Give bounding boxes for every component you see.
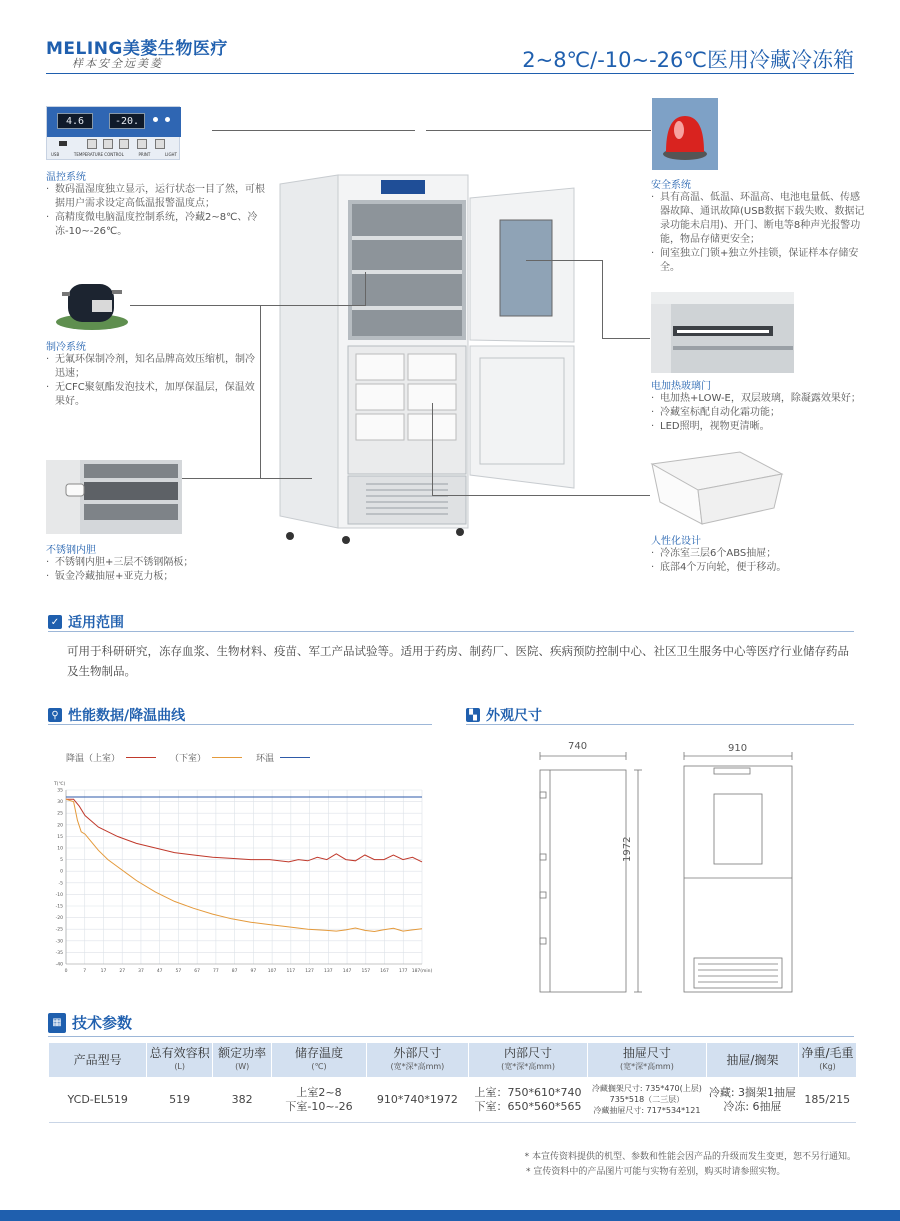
feature-glass-door	[651, 377, 867, 434]
feature-bullet: · 间室独立门锁+独立外挂锁，保证样本存储安全。	[651, 247, 867, 275]
perf-divider	[48, 724, 432, 725]
panel-label-temp: TEMPERATURE CONTROL	[73, 152, 124, 157]
panel-label-print: PRINT	[138, 152, 151, 157]
header-divider	[46, 73, 854, 74]
cell-model: YCD-EL519	[49, 1077, 147, 1123]
legend-label: 降温（上室）	[66, 754, 121, 764]
x-tick-label: 0	[64, 969, 68, 974]
x-tick-label: 187(min)	[411, 969, 433, 974]
y-tick-label: -5	[58, 881, 63, 887]
cell-volume: 519	[147, 1077, 213, 1123]
specs-divider	[48, 1036, 854, 1037]
connector-line	[526, 260, 602, 261]
error-indicator-icon	[153, 117, 158, 122]
dim-height-label: 1972	[622, 836, 633, 862]
x-tick-label: 57	[175, 969, 182, 974]
x-tick-label: 167	[380, 969, 389, 974]
feature-title: 不锈钢内胆	[46, 545, 96, 556]
footnote: * 宣传资料中的产品图片可能与实物有差别，购买时请参照实物。	[526, 1167, 786, 1177]
y-tick-label: 20	[57, 823, 63, 829]
feature-title: 人性化设计	[651, 536, 701, 547]
feature-title: 制冷系统	[46, 342, 86, 353]
y-tick-label: -30	[55, 939, 63, 945]
y-tick-label: -35	[55, 950, 63, 956]
x-tick-label: 177	[398, 969, 408, 974]
cell-shelves: 冷藏: 3搁架1抽屉 冷冻: 6抽屉	[706, 1077, 798, 1123]
dimension-drawing	[530, 752, 800, 1002]
feature-bullet: · 不锈钢内胆+三层不锈钢隔板；	[46, 556, 256, 570]
col-header: 外部尺寸 (宽*深*高mm)	[366, 1043, 468, 1077]
series-line	[66, 799, 422, 931]
cell-ext-size: 910*740*1972	[366, 1077, 468, 1123]
x-tick-label: 37	[138, 969, 144, 974]
cell-int-size: 上室：750*610*740 下室：650*560*565	[469, 1077, 588, 1123]
y-tick-label: 30	[57, 800, 63, 806]
x-tick-label: 147	[342, 969, 352, 974]
connector-line	[602, 338, 650, 339]
x-tick-label: 17	[100, 969, 107, 974]
connector-line	[432, 403, 433, 495]
check-button-icon	[87, 139, 97, 149]
chart-legend	[66, 751, 310, 764]
feature-bullet: · 电加热+LOW-E，双层玻璃，除凝露效果好；	[651, 392, 867, 406]
connector-line	[432, 495, 650, 496]
x-tick-label: 7	[83, 969, 87, 974]
connector-line	[260, 305, 261, 478]
feature-bullet: · 具有高温、低温、环温高、电池电量低、传感器故障、通讯故障(USB数据下载失败、数据记录功能未启用)、开门、断电等8种声光报警功能，物品存储更安全；	[651, 191, 867, 247]
cell-weight: 185/215	[799, 1077, 856, 1123]
perf-heading-text: 性能数据/降温曲线	[68, 708, 186, 724]
usb-icon	[59, 141, 67, 146]
compressor-image	[52, 272, 132, 334]
series-line	[66, 799, 422, 862]
light-button-icon	[155, 139, 165, 149]
control-panel-image	[46, 106, 180, 160]
specs-heading-text: 技术参数	[72, 1014, 133, 1032]
print-button-icon	[137, 139, 147, 149]
down-button-icon	[119, 139, 129, 149]
glass-door-image	[651, 292, 794, 373]
x-tick-label: 67	[194, 969, 201, 974]
x-tick-label: 47	[156, 969, 163, 974]
dims-divider	[466, 724, 854, 725]
x-tick-label: 137	[324, 969, 333, 974]
fridge-image	[278, 170, 588, 550]
connector-line	[130, 305, 365, 306]
drawer-image	[650, 450, 784, 526]
scope-divider	[48, 631, 854, 632]
dims-heading	[466, 705, 542, 725]
connector-line	[212, 130, 415, 131]
y-tick-label: -25	[55, 927, 63, 933]
y-tick-label: 15	[57, 834, 63, 840]
x-tick-label: 27	[119, 969, 126, 974]
cooling-curve-chart	[52, 778, 436, 974]
brand-slogan: 样本安全远美菱	[72, 57, 163, 70]
feature-title: 电加热玻璃门	[651, 381, 711, 392]
feature-temp-control	[46, 168, 266, 239]
alarm-indicator-icon	[165, 117, 170, 122]
feature-title: 安全系统	[651, 180, 691, 191]
scope-heading	[48, 612, 124, 632]
x-tick-label: 117	[286, 969, 296, 974]
col-header: 抽屉尺寸 (宽*深*高mm)	[587, 1043, 706, 1077]
display-upper: 4.6	[57, 113, 93, 129]
col-header: 额定功率 (W)	[212, 1043, 271, 1077]
feature-bullet: · 钣金冷藏抽屉+亚克力板；	[46, 570, 256, 584]
y-tick-label: -40	[55, 962, 63, 968]
feature-bullet: · 冷冻室三层6个ABS抽屉；	[651, 547, 867, 561]
feature-refrigeration	[46, 338, 256, 409]
stainless-liner-image	[46, 460, 182, 534]
feature-stainless	[46, 541, 256, 584]
footer-bar	[0, 1210, 900, 1221]
legend-swatch	[212, 757, 242, 758]
y-tick-label: 25	[57, 811, 63, 817]
connector-line	[365, 272, 366, 306]
y-tick-label: -15	[55, 904, 63, 910]
dim-depth-label: 910	[728, 743, 748, 754]
col-header: 内部尺寸 (宽*深*高mm)	[469, 1043, 588, 1077]
y-tick-label: 10	[57, 846, 63, 852]
legend-swatch	[126, 757, 156, 758]
y-axis-label: T(℃)	[54, 782, 66, 787]
col-header: 储存温度 (℃)	[272, 1043, 366, 1077]
y-tick-label: -20	[55, 916, 63, 922]
cell-drawer-size: 冷藏搁架尺寸: 735*470(上层) 735*518（二三层） 冷藏抽屉尺寸: 717*534*121	[587, 1077, 706, 1123]
dim-width-label: 740	[568, 741, 588, 752]
link-icon: ⚲	[48, 708, 62, 722]
connector-line	[602, 260, 603, 338]
col-header: 净重/毛重 (Kg)	[799, 1043, 856, 1077]
table-header-row	[49, 1043, 857, 1077]
feature-bullet: · LED照明，视物更清晰。	[651, 420, 867, 434]
x-tick-label: 87	[231, 969, 238, 974]
specs-table	[48, 1043, 856, 1123]
scope-text: 可用于科研研究，冻存血浆、生物材料、疫苗、军工产品试验等。适用于药房、制药厂、医院、疾病预防控制中心、社区卫生服务中心等医疗行业储存药品及生物制品。	[67, 644, 849, 678]
x-tick-label: 97	[250, 969, 257, 974]
feature-bullet: · 冷藏室标配自动化霜功能；	[651, 406, 867, 420]
feature-bullet: · 底部4个万向轮，便于移动。	[651, 561, 867, 575]
x-tick-label: 157	[361, 969, 371, 974]
feature-title: 温控系统	[46, 172, 86, 183]
feature-safety	[651, 176, 867, 275]
feature-bullet: · 无氟环保制冷剂，知名品牌高效压缩机，制冷迅速；	[46, 353, 256, 381]
col-header: 总有效容积 (L)	[147, 1043, 213, 1077]
scope-heading-text: 适用范围	[68, 615, 124, 631]
brand-logo: MELING美菱生物医疗	[46, 39, 228, 59]
legend-label: 环温	[256, 754, 275, 764]
feature-design	[651, 532, 867, 575]
specs-heading	[48, 1012, 132, 1033]
footnote: * 本宣传资料提供的机型、参数和性能会因产品的升级而发生变更，恕不另行通知。	[524, 1152, 856, 1162]
legend-swatch	[280, 757, 310, 758]
display-lower: -20.	[109, 113, 145, 129]
page-title: 2~8℃/-10~-26℃医用冷藏冷冻箱	[522, 48, 854, 72]
table-row	[49, 1077, 857, 1123]
cell-power: 382	[212, 1077, 271, 1123]
y-tick-label: 5	[60, 858, 63, 864]
y-tick-label: 0	[60, 869, 63, 875]
feature-bullet: · 无CFC聚氨酯发泡技术，加厚保温层，保温效果好。	[46, 381, 256, 409]
x-tick-label: 107	[267, 969, 277, 974]
up-button-icon	[103, 139, 113, 149]
connector-line	[182, 478, 312, 479]
col-header: 产品型号	[49, 1043, 147, 1077]
check-icon: ✓	[48, 615, 62, 629]
x-tick-label: 127	[305, 969, 314, 974]
y-tick-label: 35	[57, 788, 63, 794]
legend-label: （下室）	[170, 754, 207, 764]
perf-heading	[48, 705, 185, 725]
feature-bullet: · 数码温湿度独立显示，运行状态一目了然，可根据用户需求设定高低温报警温度点；	[46, 183, 266, 211]
feature-bullet: · 高精度微电脑温度控制系统，冷藏2~8℃、冷冻-10~-26℃。	[46, 211, 266, 239]
dims-heading-text: 外观尺寸	[486, 708, 542, 724]
alarm-light-image	[652, 98, 718, 170]
chart-icon: ▚	[466, 708, 480, 722]
cell-temp: 上室2~8 下室-10~-26	[272, 1077, 366, 1123]
connector-line	[426, 130, 651, 131]
y-tick-label: -10	[55, 892, 63, 898]
panel-label-light: LIGHT	[165, 152, 177, 157]
specs-icon: ▦	[48, 1013, 66, 1033]
x-tick-label: 77	[213, 969, 219, 974]
panel-label-usb: USB	[51, 152, 60, 157]
col-header: 抽屉/搁架	[706, 1043, 798, 1077]
